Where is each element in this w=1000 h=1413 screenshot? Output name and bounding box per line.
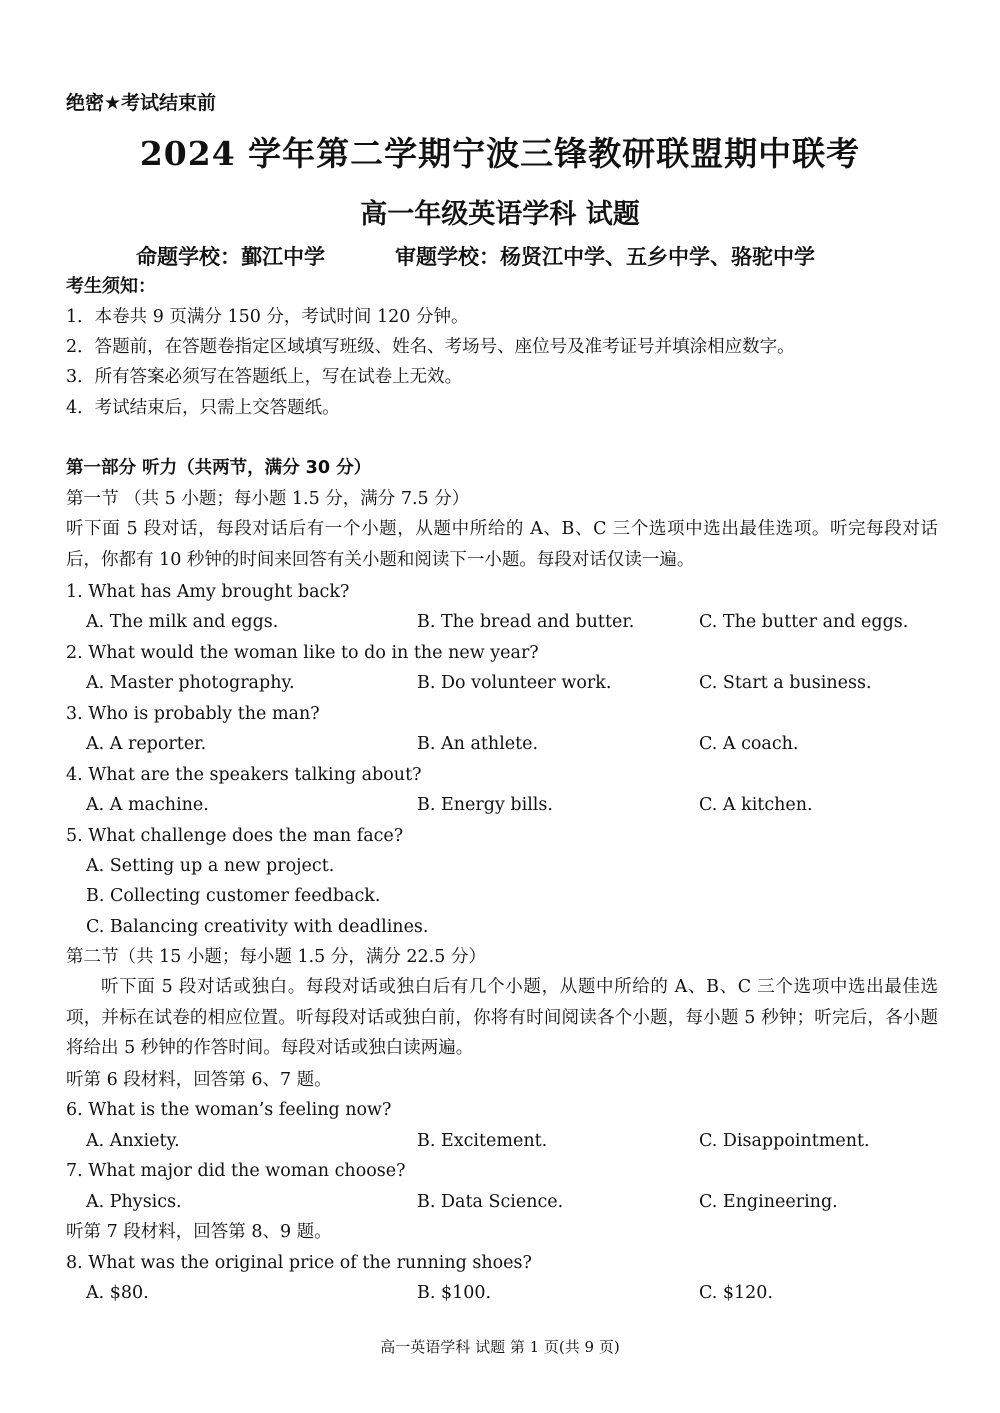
option-a: A. A reporter.: [86, 734, 207, 754]
question-stem: 1. What has Amy brought back?: [66, 582, 350, 602]
option-c: C. A kitchen.: [699, 795, 813, 815]
question-stem: 6. What is the woman’s feeling now?: [66, 1100, 392, 1120]
option-a: A. Anxiety.: [86, 1131, 180, 1151]
option-a: A. Master photography.: [86, 673, 295, 693]
option-c: C. Balancing creativity with deadlines.: [86, 917, 429, 937]
exam-title: 2024 学年第二学期宁波三锋教研联盟期中联考: [139, 134, 861, 173]
option-b: B. Excitement.: [417, 1131, 548, 1151]
option-a: A. Setting up a new project.: [86, 856, 335, 876]
option-c: C. The butter and eggs.: [699, 612, 909, 632]
page-footer: 高一英语学科 试题 第 1 页(共 9 页): [380, 1338, 620, 1356]
question-stem: 2. What would the woman like to do in the new year?: [66, 643, 539, 663]
question-stem: 4. What are the speakers talking about?: [66, 765, 422, 785]
option-b: B. An athlete.: [417, 734, 539, 754]
option-b: B. $100.: [417, 1283, 492, 1303]
option-c: C. Engineering.: [699, 1192, 838, 1212]
confidential-mark: 绝密★考试结束前: [66, 92, 217, 114]
option-c: C. A coach.: [699, 734, 799, 754]
option-b: B. Collecting customer feedback.: [86, 886, 381, 906]
option-c: C. Disappointment.: [699, 1131, 870, 1151]
option-b: B. Do volunteer work.: [417, 673, 612, 693]
question-stem: 8. What was the original price of the running shoes?: [66, 1253, 532, 1273]
section1-heading: 第一节 （共 5 小题；每小题 1.5 分，满分 7.5 分）: [66, 489, 470, 509]
question-stem: 5. What challenge does the man face?: [66, 826, 404, 846]
setter-school: 命题学校：鄞江中学: [136, 245, 325, 269]
option-a: A. Physics.: [86, 1192, 182, 1212]
school-info: [136, 241, 815, 271]
reviewer-schools: 审题学校：杨贤江中学、五乡中学、骆驼中学: [395, 245, 815, 269]
notice-item: 1．本卷共 9 页满分 150 分，考试时间 120 分钟。: [66, 307, 469, 327]
option-b: B. Data Science.: [417, 1192, 564, 1212]
part1-heading: 第一部分 听力（共两节，满分 30 分）: [66, 458, 372, 478]
notice-item: 2．答题前，在答题卷指定区域填写班级、姓名、考场号、座位号及准考证号并填涂相应数字。: [66, 337, 795, 357]
option-c: C. $120.: [699, 1283, 773, 1303]
question-stem: 7. What major did the woman choose?: [66, 1161, 406, 1181]
material-note: 听第 7 段材料，回答第 8、9 题。: [66, 1222, 332, 1242]
option-c: C. Start a business.: [699, 673, 872, 693]
section1-instructions: 听下面 5 段对话，每段对话后有一个小题，从题中所给的 A、B、C 三个选项中选出最佳选项。听完每段对话后，你都有 10 秒钟的时间来回答有关小题和阅读下一小题。每段对话仅读一遍。: [66, 519, 938, 570]
notice-heading: 考生须知：: [66, 276, 156, 297]
section2-instructions: 听下面 5 段对话或独白。每段对话或独白后有几个小题，从题中所给的 A、B、C 三个选项中选出最佳选项，并标在试卷的相应位置。听每段对话或独白前，你将有时间阅读各个小题，每小题 5 秒钟；听完后，各小题将给出 5 秒钟的作答时间。每段对话或独白读两遍。: [66, 977, 938, 1058]
option-a: A. $80.: [86, 1283, 149, 1303]
exam-subtitle: 高一年级英语学科 试题: [360, 199, 640, 230]
option-a: A. A machine.: [86, 795, 209, 815]
option-b: B. Energy bills.: [417, 795, 553, 815]
section2-heading: 第二节（共 15 小题；每小题 1.5 分，满分 22.5 分）: [66, 947, 486, 967]
material-note: 听第 6 段材料，回答第 6、7 题。: [66, 1070, 332, 1090]
question-stem: 3. Who is probably the man?: [66, 704, 320, 724]
option-a: A. The milk and eggs.: [86, 612, 279, 632]
notice-item: 3．所有答案必须写在答题纸上，写在试卷上无效。: [66, 367, 463, 387]
option-b: B. The bread and butter.: [417, 612, 635, 632]
notice-item: 4．考试结束后，只需上交答题纸。: [66, 398, 340, 418]
